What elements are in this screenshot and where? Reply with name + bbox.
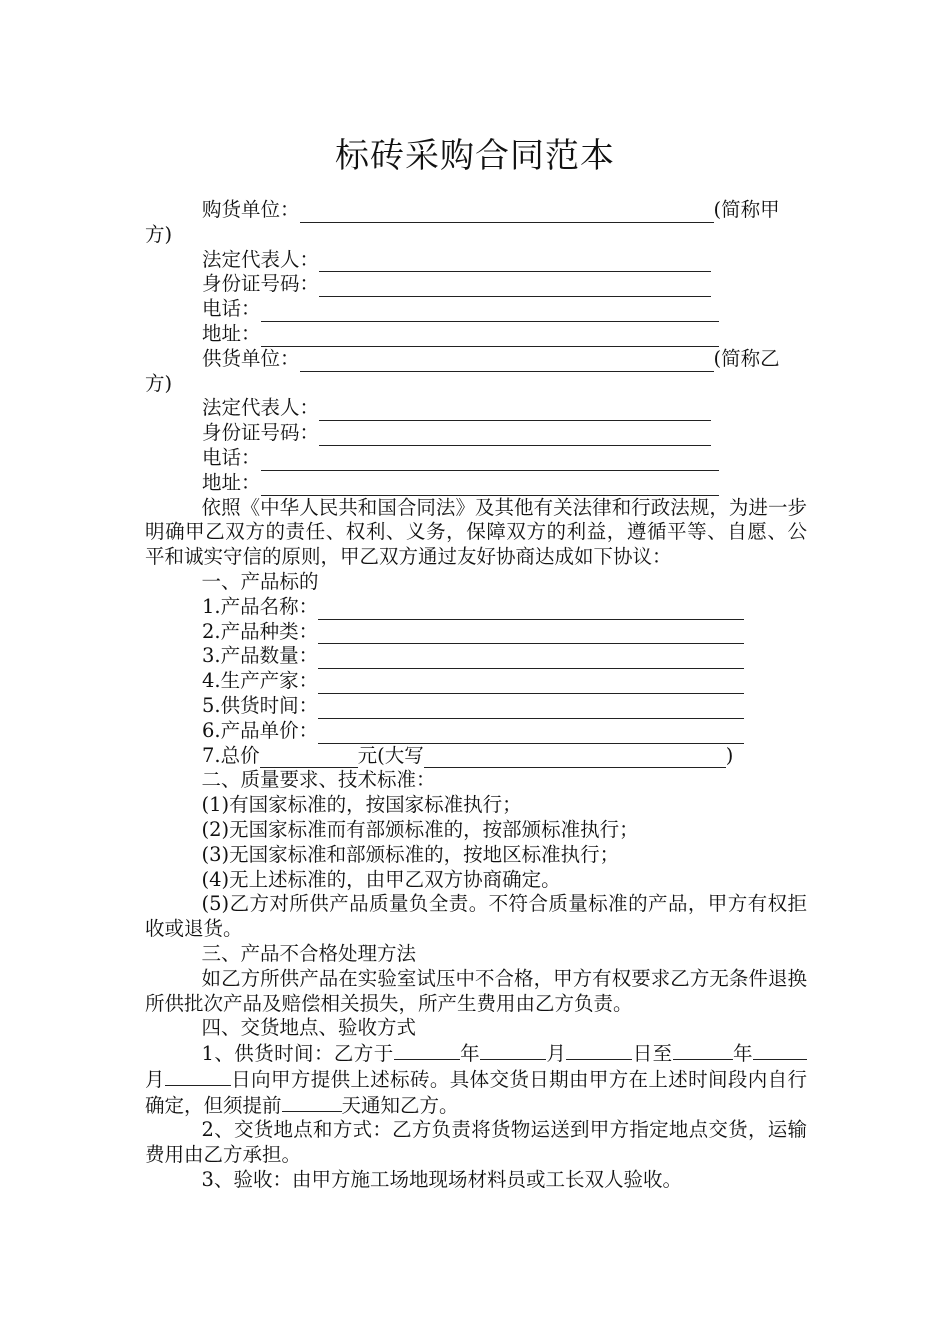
buyer-phone-blank[interactable] [261, 302, 719, 322]
standard-item-5: (5)乙方对所供产品质量负全责。不符合质量标准的产品，甲方有权拒收或退货。 [145, 892, 807, 941]
buyer-suffix: (简称甲 [713, 198, 780, 221]
phone-label: 电话： [202, 297, 261, 321]
month-text: 月 [145, 1067, 165, 1091]
address-label: 地址： [202, 321, 261, 345]
total-label: 7.总价 [202, 743, 260, 767]
end-month-blank[interactable] [753, 1041, 807, 1060]
supplier-phone-field [145, 446, 807, 471]
buyer-field [145, 198, 807, 223]
product-item-blank[interactable] [318, 724, 744, 744]
section-3-title: 三、产品不合格处理方法 [201, 941, 417, 965]
day-to-text: 日至 [632, 1042, 673, 1066]
end-day-blank[interactable] [165, 1067, 231, 1086]
product-item-blank[interactable] [318, 600, 744, 620]
supplier-field [145, 347, 807, 372]
end-year-blank[interactable] [673, 1041, 733, 1060]
product-item [145, 669, 807, 694]
supplier-id-blank[interactable] [319, 426, 711, 446]
start-month-blank[interactable] [480, 1041, 546, 1060]
product-item [145, 595, 807, 620]
section-1-title: 一、产品标的 [201, 569, 319, 593]
product-item [145, 644, 807, 669]
notice-text: 天通知乙方。 [341, 1093, 459, 1117]
supplier-address-blank[interactable] [261, 476, 719, 496]
section-3-text: 如乙方所供产品在实验室试压中不合格，甲方有权要求乙方无条件退换所供批次产品及赔偿相关损失，所产生费用由乙方负责。 [145, 966, 807, 1015]
start-day-blank[interactable] [566, 1041, 632, 1060]
delivery-place-clause: 2、交货地点和方式：乙方负责将货物运送到甲方指定地点交货，运输费用由乙方承担。 [145, 1118, 807, 1167]
product-item-label: 5.供货时间： [202, 693, 319, 717]
buyer-suffix-cont: 方) [145, 222, 173, 246]
product-item-label: 3.产品数量： [202, 644, 319, 668]
standard-item: (2)无国家标准而有部颁标准的，按部颁标准执行； [201, 817, 639, 841]
buyer-rep-field [145, 248, 807, 273]
product-item-label: 2.产品种类： [202, 619, 319, 643]
product-item [145, 694, 807, 719]
delivery-time-clause [145, 1041, 807, 1118]
supplier-rep-blank[interactable] [319, 401, 711, 421]
buyer-address-field [145, 322, 807, 347]
year-text: 年 [459, 1042, 480, 1066]
supplier-suffix: (简称乙 [713, 346, 780, 370]
id-label: 身份证号码： [202, 421, 320, 445]
total-unit: 元(大写 [357, 743, 424, 767]
supplier-id-field [145, 421, 807, 446]
buyer-label: 购货单位： [202, 198, 300, 221]
product-item-blank[interactable] [318, 649, 744, 669]
address-label: 地址： [202, 470, 261, 494]
buyer-address-blank[interactable] [261, 327, 719, 347]
delivery-time-text-2: 日向甲方提供上述标砖。具体交货日期由甲方在上述时间段内自行确定，但须提前 [145, 1067, 807, 1117]
phone-label: 电话： [202, 445, 261, 469]
year-text: 年 [732, 1042, 753, 1066]
product-item [145, 620, 807, 645]
section-4-title: 四、交货地点、验收方式 [201, 1016, 417, 1040]
supplier-blank[interactable] [300, 352, 714, 372]
total-amount-blank[interactable] [260, 748, 358, 768]
acceptance-clause: 3、验收：由甲方施工场地现场材料员或工长双人验收。 [201, 1168, 682, 1192]
supplier-address-field [145, 471, 807, 496]
document-body [145, 198, 807, 1193]
start-year-blank[interactable] [394, 1041, 460, 1060]
product-item-blank[interactable] [318, 674, 744, 694]
buyer-id-field [145, 272, 807, 297]
rep-label: 法定代表人： [202, 247, 320, 271]
product-item-label: 1.产品名称： [202, 594, 319, 618]
document-title: 标砖采购合同范本 [335, 136, 615, 176]
product-item-blank[interactable] [318, 624, 744, 644]
total-words-blank[interactable] [424, 748, 726, 768]
supplier-label: 供货单位： [202, 346, 300, 370]
product-item-label: 4.生产产家： [202, 669, 319, 693]
supplier-suffix-cont: 方) [145, 371, 173, 395]
intro-paragraph: 依照《中华人民共和国合同法》及其他有关法律和行政法规，为进一步明确甲乙双方的责任、权利、义务，保障双方的利益，遵循平等、自愿、公平和诚实守信的原则，甲乙双方通过友好协商达成如下协议： [145, 495, 807, 569]
rep-label: 法定代表人： [202, 396, 320, 420]
total-close: ) [725, 743, 734, 767]
buyer-rep-blank[interactable] [319, 252, 711, 272]
month-text: 月 [546, 1042, 567, 1066]
buyer-blank[interactable] [300, 203, 714, 223]
delivery-time-text: 1、供货时间：乙方于 [201, 1042, 394, 1066]
supplier-phone-blank[interactable] [261, 451, 719, 471]
buyer-phone-field [145, 297, 807, 322]
standard-item: (4)无上述标准的，由甲乙双方协商确定。 [201, 867, 561, 891]
buyer-id-blank[interactable] [319, 277, 711, 297]
section-2-title: 二、质量要求、技术标准： [201, 768, 436, 792]
product-item [145, 719, 807, 744]
product-item-label: 6.产品单价： [202, 718, 319, 742]
standard-item: (1)有国家标准的，按国家标准执行； [201, 793, 522, 817]
product-item-blank[interactable] [318, 699, 744, 719]
notice-days-blank[interactable] [282, 1093, 342, 1112]
supplier-rep-field [145, 396, 807, 421]
total-price-field [145, 744, 807, 769]
standard-item: (3)无国家标准和部颁标准的，按地区标准执行； [201, 842, 620, 866]
id-label: 身份证号码： [202, 272, 320, 296]
